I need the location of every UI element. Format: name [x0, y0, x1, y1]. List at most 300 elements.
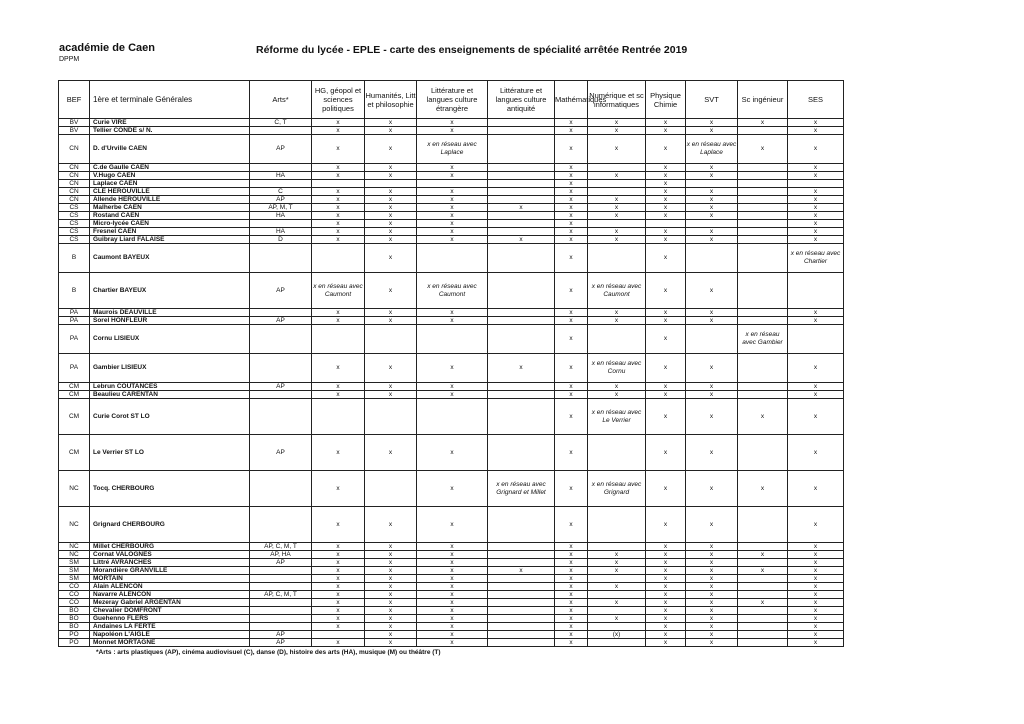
specialty-cell: x [646, 607, 686, 615]
specialty-cell: x [788, 127, 844, 135]
specialty-cell: x [365, 220, 417, 228]
bef-cell: BO [59, 607, 90, 615]
specialty-cell: x [417, 119, 488, 127]
dept-name: DPPM [59, 56, 80, 63]
specialty-cell: x [588, 615, 646, 623]
specialty-cell [312, 180, 365, 188]
specialty-cell: x [555, 127, 588, 135]
table-row [59, 220, 844, 228]
school-name: Napoléon L'AIGLE [90, 631, 250, 639]
specialty-cell: x en réseau avec Caumont [588, 273, 646, 309]
arts-cell: HA [250, 228, 312, 236]
specialty-cell: x [588, 559, 646, 567]
specialty-table [58, 80, 844, 647]
specialty-cell: x [686, 391, 738, 399]
bef-cell: CN [59, 164, 90, 172]
specialty-cell: x [417, 317, 488, 325]
specialty-cell: x [417, 236, 488, 244]
arts-cell [250, 623, 312, 631]
specialty-cell: x [417, 196, 488, 204]
specialty-cell: x [686, 471, 738, 507]
specialty-cell: x [555, 244, 588, 273]
col-header: SVT [686, 81, 738, 119]
school-name: Guibray Liard FALAISE [90, 236, 250, 244]
specialty-cell: x [646, 204, 686, 212]
specialty-cell: x [646, 135, 686, 164]
specialty-cell: x [788, 196, 844, 204]
table-row [59, 188, 844, 196]
specialty-cell [738, 309, 788, 317]
arts-cell [250, 220, 312, 228]
specialty-cell: x [555, 212, 588, 220]
specialty-cell: x [417, 354, 488, 383]
school-name: Curie Corot ST LO [90, 399, 250, 435]
arts-cell [250, 615, 312, 623]
bef-cell: B [59, 244, 90, 273]
specialty-cell: x en réseau avec Grignard et Millet [488, 471, 555, 507]
specialty-cell [365, 325, 417, 354]
school-name: Cornat VALOGNES [90, 551, 250, 559]
bef-cell: PO [59, 631, 90, 639]
bef-cell: NC [59, 543, 90, 551]
specialty-cell: x [555, 164, 588, 172]
specialty-cell: x [646, 309, 686, 317]
specialty-cell [488, 591, 555, 599]
specialty-cell: x [788, 471, 844, 507]
bef-cell: CO [59, 599, 90, 607]
specialty-cell: x [588, 135, 646, 164]
specialty-cell: x [312, 551, 365, 559]
table-row [59, 127, 844, 135]
specialty-cell: x [555, 383, 588, 391]
specialty-cell: x [588, 212, 646, 220]
specialty-cell: x [788, 575, 844, 583]
specialty-cell: x [555, 172, 588, 180]
bef-cell: PO [59, 639, 90, 647]
specialty-cell: x [738, 471, 788, 507]
specialty-cell [488, 228, 555, 236]
header-block [59, 42, 155, 64]
specialty-cell: x [555, 615, 588, 623]
specialty-cell [488, 244, 555, 273]
specialty-cell [488, 119, 555, 127]
specialty-cell: x [312, 188, 365, 196]
specialty-cell [488, 583, 555, 591]
specialty-cell: x [686, 164, 738, 172]
specialty-cell [738, 164, 788, 172]
specialty-cell [686, 180, 738, 188]
specialty-cell: x [588, 567, 646, 575]
school-name: MORTAIN [90, 575, 250, 583]
bef-cell: PA [59, 317, 90, 325]
specialty-cell: x [588, 172, 646, 180]
specialty-cell: x [365, 127, 417, 135]
arts-cell: HA [250, 172, 312, 180]
specialty-cell: x [788, 164, 844, 172]
specialty-cell: x [365, 607, 417, 615]
arts-cell: AP, M, T [250, 204, 312, 212]
specialty-cell [738, 607, 788, 615]
specialty-cell [738, 236, 788, 244]
bef-cell: CN [59, 188, 90, 196]
specialty-cell: x [738, 567, 788, 575]
specialty-cell: x [555, 435, 588, 471]
specialty-cell: x [646, 172, 686, 180]
specialty-cell: x [686, 551, 738, 559]
specialty-cell: x [365, 135, 417, 164]
specialty-cell: x [417, 383, 488, 391]
specialty-cell: x [788, 391, 844, 399]
specialty-cell: x [417, 471, 488, 507]
specialty-cell: x [365, 615, 417, 623]
specialty-cell: x [312, 507, 365, 543]
specialty-cell: x [738, 399, 788, 435]
specialty-cell: x [686, 236, 738, 244]
specialty-cell: x [686, 228, 738, 236]
arts-cell: AP [250, 639, 312, 647]
specialty-cell [488, 383, 555, 391]
arts-cell [250, 180, 312, 188]
specialty-cell: x [686, 631, 738, 639]
specialty-cell: x [646, 354, 686, 383]
specialty-cell: x [646, 119, 686, 127]
specialty-cell [738, 391, 788, 399]
table-row [59, 599, 844, 607]
col-header: Sc ingénieur [738, 81, 788, 119]
specialty-cell: x [312, 567, 365, 575]
specialty-cell: x [365, 172, 417, 180]
specialty-cell [488, 607, 555, 615]
specialty-cell: x [417, 567, 488, 575]
specialty-cell: x [588, 236, 646, 244]
specialty-cell [488, 135, 555, 164]
table-row [59, 551, 844, 559]
specialty-cell: x [686, 623, 738, 631]
bef-cell: CN [59, 196, 90, 204]
specialty-cell [738, 317, 788, 325]
specialty-cell [738, 212, 788, 220]
specialty-cell: x [365, 164, 417, 172]
specialty-cell: x [365, 551, 417, 559]
specialty-cell: x [365, 435, 417, 471]
school-name: Navarre ALENCON [90, 591, 250, 599]
specialty-cell: x [646, 567, 686, 575]
specialty-cell [788, 273, 844, 309]
table-row [59, 623, 844, 631]
specialty-cell: x [312, 615, 365, 623]
specialty-cell: x [646, 228, 686, 236]
arts-cell: AP [250, 196, 312, 204]
specialty-cell [488, 391, 555, 399]
table-row [59, 435, 844, 471]
specialty-cell: x [788, 309, 844, 317]
school-name: V.Hugo CAEN [90, 172, 250, 180]
school-name: Chevalier DOMFRONT [90, 607, 250, 615]
arts-cell [250, 391, 312, 399]
specialty-cell: x [686, 591, 738, 599]
specialty-cell: x [417, 575, 488, 583]
specialty-cell: x [417, 615, 488, 623]
specialty-cell [738, 383, 788, 391]
arts-cell: AP [250, 435, 312, 471]
arts-cell [250, 399, 312, 435]
specialty-cell: x [788, 354, 844, 383]
specialty-cell: x [646, 391, 686, 399]
col-header: Littérature et langues culture étrangère [417, 81, 488, 119]
specialty-cell [738, 273, 788, 309]
specialty-cell: x [488, 567, 555, 575]
specialty-cell: x [365, 317, 417, 325]
specialty-cell: x [365, 623, 417, 631]
table-row [59, 317, 844, 325]
specialty-cell: x [365, 236, 417, 244]
specialty-cell [738, 615, 788, 623]
bef-cell: SM [59, 567, 90, 575]
arts-cell: AP, C, M, T [250, 543, 312, 551]
bef-cell: SM [59, 559, 90, 567]
specialty-cell: x [312, 639, 365, 647]
specialty-cell: x [555, 551, 588, 559]
specialty-cell: x [686, 383, 738, 391]
specialty-cell [738, 204, 788, 212]
specialty-cell [488, 212, 555, 220]
specialty-cell: x [312, 559, 365, 567]
specialty-cell: x [646, 317, 686, 325]
specialty-cell: x [646, 559, 686, 567]
bef-cell: SM [59, 575, 90, 583]
specialty-cell: x [788, 583, 844, 591]
specialty-cell [588, 220, 646, 228]
specialty-cell [588, 188, 646, 196]
specialty-cell [588, 607, 646, 615]
specialty-cell: x [488, 236, 555, 244]
col-header: Arts* [250, 81, 312, 119]
specialty-cell: x [312, 435, 365, 471]
specialty-cell: x [555, 471, 588, 507]
specialty-cell: x [686, 639, 738, 647]
specialty-cell: x [312, 583, 365, 591]
specialty-cell: x [738, 551, 788, 559]
bef-cell: BO [59, 623, 90, 631]
specialty-cell [488, 188, 555, 196]
specialty-cell [738, 188, 788, 196]
specialty-cell: x [646, 325, 686, 354]
school-name: Fresnel CAEN [90, 228, 250, 236]
specialty-cell [738, 127, 788, 135]
specialty-cell: x [312, 471, 365, 507]
bef-cell: CO [59, 583, 90, 591]
specialty-cell: x [788, 119, 844, 127]
specialty-cell: x [646, 164, 686, 172]
school-name: Alain ALENCON [90, 583, 250, 591]
arts-cell [250, 127, 312, 135]
specialty-cell: x en réseau avec Caumont [417, 273, 488, 309]
table-row [59, 164, 844, 172]
specialty-cell: x [312, 228, 365, 236]
specialty-cell: x [417, 591, 488, 599]
specialty-cell: x [646, 471, 686, 507]
arts-cell: C, T [250, 119, 312, 127]
specialty-cell: x [686, 575, 738, 583]
bef-cell: BV [59, 127, 90, 135]
specialty-cell: x [417, 127, 488, 135]
specialty-cell [312, 399, 365, 435]
specialty-cell: x [312, 607, 365, 615]
school-name: D. d'Urville CAEN [90, 135, 250, 164]
specialty-cell: x [788, 607, 844, 615]
arts-cell: AP [250, 273, 312, 309]
specialty-cell: x [365, 383, 417, 391]
specialty-cell: x [365, 196, 417, 204]
specialty-cell: x [555, 575, 588, 583]
specialty-cell: x [365, 188, 417, 196]
specialty-cell: x [686, 507, 738, 543]
arts-cell: AP [250, 317, 312, 325]
specialty-cell: x [365, 543, 417, 551]
specialty-cell: x [365, 119, 417, 127]
specialty-cell [488, 317, 555, 325]
specialty-cell: x [788, 435, 844, 471]
school-name: Mezeray Gabriel ARGENTAN [90, 599, 250, 607]
specialty-cell [488, 615, 555, 623]
specialty-cell: x en réseau avec Caumont [312, 273, 365, 309]
arts-cell [250, 471, 312, 507]
specialty-cell [738, 228, 788, 236]
specialty-cell: x [646, 591, 686, 599]
arts-cell [250, 354, 312, 383]
table-row [59, 471, 844, 507]
specialty-cell: x [788, 317, 844, 325]
bef-cell: PA [59, 325, 90, 354]
specialty-cell: x [646, 212, 686, 220]
col-header: HG, géopol et sciences politiques [312, 81, 365, 119]
specialty-cell: x en réseau avec Le Verrier [588, 399, 646, 435]
specialty-cell: x [788, 551, 844, 559]
specialty-cell: x [646, 507, 686, 543]
specialty-cell [488, 127, 555, 135]
school-name: Malherbe CAEN [90, 204, 250, 212]
specialty-cell [488, 631, 555, 639]
specialty-cell: x en réseau avec Chartier [788, 244, 844, 273]
specialty-cell: x [788, 172, 844, 180]
specialty-cell: x [686, 196, 738, 204]
specialty-cell: x [646, 236, 686, 244]
specialty-cell [738, 583, 788, 591]
specialty-cell [488, 623, 555, 631]
specialty-cell: x [488, 354, 555, 383]
specialty-cell [488, 399, 555, 435]
specialty-cell: x [555, 228, 588, 236]
specialty-cell: x [738, 135, 788, 164]
specialty-cell: x [555, 317, 588, 325]
specialty-cell: x [646, 583, 686, 591]
specialty-cell: x [365, 575, 417, 583]
specialty-cell: x [788, 599, 844, 607]
bef-cell: CM [59, 383, 90, 391]
arts-cell [250, 244, 312, 273]
specialty-cell: x [365, 354, 417, 383]
specialty-cell [488, 196, 555, 204]
specialty-cell [738, 575, 788, 583]
specialty-cell: x [686, 317, 738, 325]
specialty-cell [488, 220, 555, 228]
bef-cell: CS [59, 228, 90, 236]
arts-cell: AP [250, 135, 312, 164]
specialty-cell [365, 471, 417, 507]
specialty-cell [417, 325, 488, 354]
bef-cell: CS [59, 236, 90, 244]
specialty-cell [738, 244, 788, 273]
specialty-cell: x [588, 204, 646, 212]
specialty-cell: x [686, 212, 738, 220]
specialty-cell: x [588, 383, 646, 391]
table-row [59, 631, 844, 639]
table-row [59, 196, 844, 204]
specialty-cell [588, 575, 646, 583]
specialty-cell [738, 507, 788, 543]
specialty-cell: x [788, 383, 844, 391]
specialty-cell: x en réseau avec Laplace [417, 135, 488, 164]
bef-cell: CN [59, 172, 90, 180]
bef-cell: BV [59, 119, 90, 127]
bef-cell: CM [59, 435, 90, 471]
table-row [59, 615, 844, 623]
specialty-cell: x [312, 196, 365, 204]
specialty-cell: x [417, 309, 488, 317]
specialty-cell: x [312, 391, 365, 399]
specialty-cell [738, 435, 788, 471]
table-row [59, 244, 844, 273]
specialty-cell: x [312, 135, 365, 164]
specialty-cell [365, 180, 417, 188]
school-name: Monnet MORTAGNE [90, 639, 250, 647]
table-row [59, 135, 844, 164]
specialty-cell: x [588, 119, 646, 127]
specialty-cell: x [588, 309, 646, 317]
specialty-cell: x [686, 273, 738, 309]
table-row [59, 591, 844, 599]
col-header: SES [788, 81, 844, 119]
arts-cell [250, 583, 312, 591]
specialty-cell: x [417, 559, 488, 567]
specialty-cell: x [588, 391, 646, 399]
specialty-cell: x [788, 631, 844, 639]
specialty-cell: x [555, 188, 588, 196]
specialty-cell: x [365, 559, 417, 567]
specialty-cell: x [555, 309, 588, 317]
bef-cell: PA [59, 309, 90, 317]
specialty-cell: x [555, 623, 588, 631]
specialty-cell: x [555, 607, 588, 615]
school-name: Micro-lycée CAEN [90, 220, 250, 228]
specialty-cell [788, 180, 844, 188]
specialty-cell: x [646, 551, 686, 559]
school-name: CLE HEROUVILLE [90, 188, 250, 196]
specialty-cell [488, 273, 555, 309]
school-name: Le Verrier ST LO [90, 435, 250, 471]
specialty-cell: x [365, 583, 417, 591]
specialty-cell: x [788, 591, 844, 599]
specialty-cell: x [365, 273, 417, 309]
specialty-cell: x [312, 383, 365, 391]
col-header: Littérature et langues culture antiquité [488, 81, 555, 119]
specialty-cell: x [312, 543, 365, 551]
bef-cell: CM [59, 391, 90, 399]
specialty-cell: x [312, 236, 365, 244]
school-name: Beaulieu CARENTAN [90, 391, 250, 399]
table-row [59, 212, 844, 220]
table-row [59, 354, 844, 383]
